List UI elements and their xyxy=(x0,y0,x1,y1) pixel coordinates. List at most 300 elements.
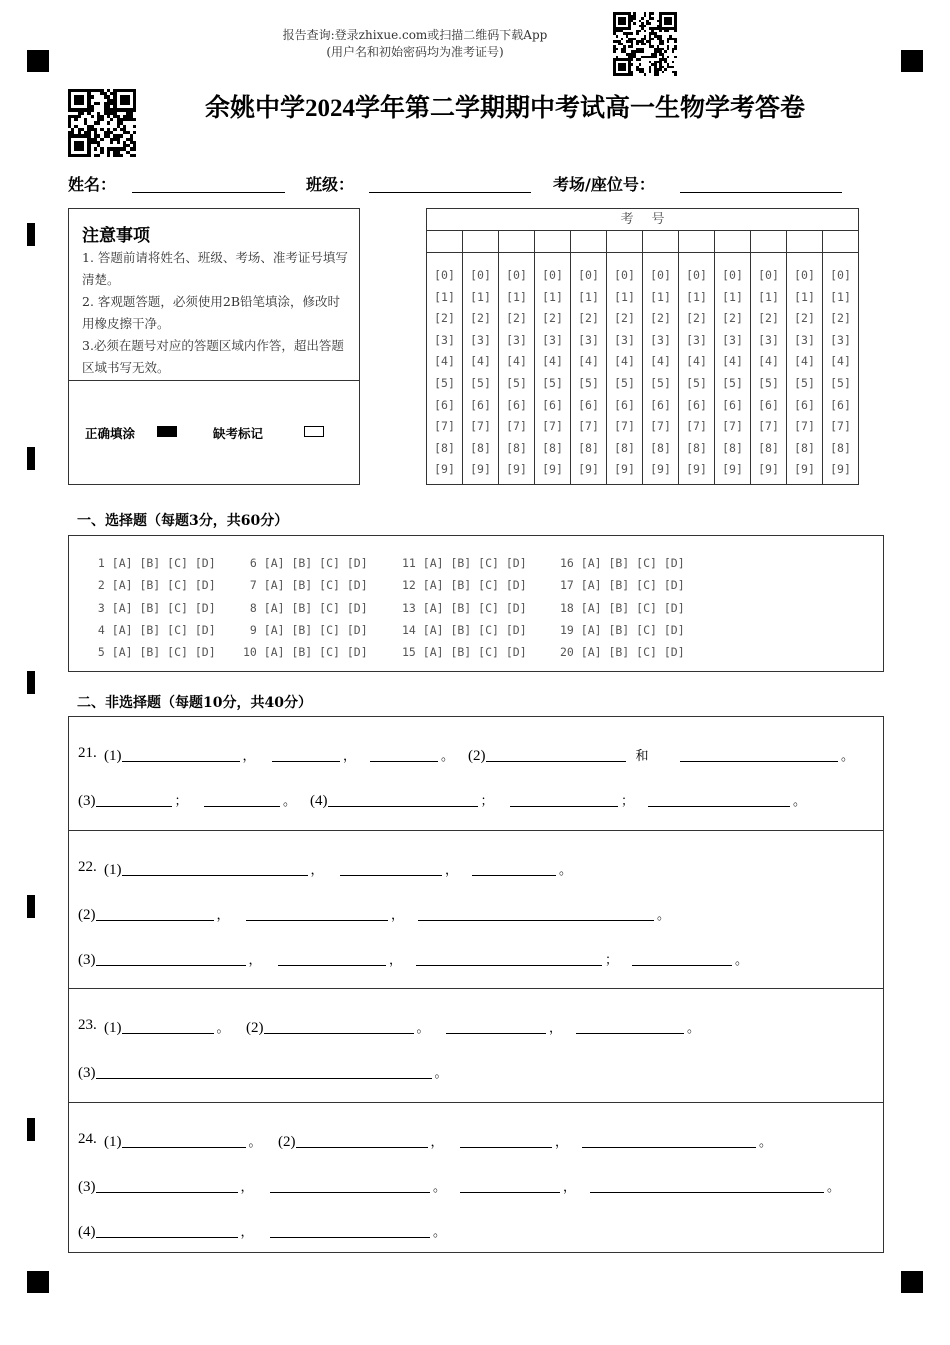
digit-bubble[interactable]: [1] xyxy=(686,289,707,304)
digit-bubble[interactable]: [9] xyxy=(578,462,599,477)
question-number: 24. xyxy=(78,1131,97,1147)
digit-bubble[interactable]: [3] xyxy=(542,332,563,347)
digit-bubble[interactable]: [5] xyxy=(542,375,563,390)
digit-bubble[interactable]: [1] xyxy=(434,289,455,304)
digit-bubble[interactable]: [8] xyxy=(722,440,743,455)
digit-bubble[interactable]: [8] xyxy=(434,440,455,455)
answer-blank[interactable] xyxy=(576,1019,684,1034)
digit-bubble[interactable]: [1] xyxy=(506,289,527,304)
answer-blank[interactable] xyxy=(204,792,280,807)
digit-bubble[interactable]: [2] xyxy=(542,311,563,326)
digit-bubble[interactable]: [9] xyxy=(722,462,743,477)
answer-blank[interactable] xyxy=(270,1223,430,1238)
digit-bubble[interactable]: [6] xyxy=(506,397,527,412)
answer-segment xyxy=(510,790,634,810)
digit-bubble[interactable]: [3] xyxy=(470,332,491,347)
punctuation: ； xyxy=(621,793,635,808)
sub-question-label: (1) xyxy=(104,1020,122,1036)
exam-number-write-cell[interactable] xyxy=(787,231,822,253)
digit-bubble[interactable]: [4] xyxy=(830,354,851,369)
exam-number-write-cell[interactable] xyxy=(463,231,498,253)
exam-number-write-cell[interactable] xyxy=(751,231,786,253)
answer-blank[interactable] xyxy=(122,747,240,762)
digit-bubble[interactable]: [6] xyxy=(614,397,635,412)
answer-blank[interactable] xyxy=(590,1178,824,1193)
digit-bubble[interactable]: [4] xyxy=(722,354,743,369)
side-marker xyxy=(27,447,35,470)
exam-number-write-cell[interactable] xyxy=(571,231,606,253)
answer-segment xyxy=(340,859,458,879)
digit-bubble[interactable]: [2] xyxy=(614,311,635,326)
answer-blank[interactable] xyxy=(96,1064,432,1079)
digit-bubble[interactable]: [4] xyxy=(794,354,815,369)
answer-segment xyxy=(104,745,256,765)
digit-bubble[interactable]: [4] xyxy=(434,354,455,369)
corner-marker-top-right xyxy=(901,50,923,72)
answer-segment xyxy=(310,790,494,810)
exam-number-bubbles xyxy=(787,265,822,481)
digit-bubble[interactable]: [3] xyxy=(794,332,815,347)
name-field[interactable] xyxy=(132,192,285,193)
digit-bubble[interactable]: [7] xyxy=(686,419,707,434)
exam-number-column xyxy=(751,231,787,484)
choice-question-row[interactable]: 15 [A] [B] [C] [D] xyxy=(402,645,527,660)
answer-blank[interactable] xyxy=(370,747,438,762)
exam-number-write-cell[interactable] xyxy=(715,231,750,253)
digit-bubble[interactable]: [4] xyxy=(578,354,599,369)
digit-bubble[interactable]: [7] xyxy=(578,419,599,434)
answer-blank[interactable] xyxy=(446,1019,546,1034)
sub-question-label: (2) xyxy=(78,907,96,923)
answer-segment xyxy=(78,904,230,924)
answer-segment xyxy=(446,1017,562,1037)
corner-marker-bottom-left xyxy=(27,1271,49,1293)
digit-bubble[interactable]: [7] xyxy=(470,419,491,434)
digit-bubble[interactable]: [7] xyxy=(506,419,527,434)
punctuation: ， xyxy=(555,1134,569,1149)
digit-bubble[interactable]: [1] xyxy=(650,289,671,304)
digit-bubble[interactable]: [1] xyxy=(614,289,635,304)
digit-bubble[interactable]: [2] xyxy=(434,311,455,326)
answer-blank[interactable] xyxy=(460,1133,552,1148)
written-answer-area xyxy=(68,716,884,1253)
answer-blank[interactable] xyxy=(510,792,618,807)
choice-question-row[interactable]: 7 [A] [B] [C] [D] xyxy=(243,578,368,593)
punctuation: ， xyxy=(242,748,256,763)
answer-blank[interactable] xyxy=(122,861,308,876)
punctuation: ； xyxy=(605,952,619,967)
digit-bubble[interactable]: [8] xyxy=(614,440,635,455)
page-title: 余姚中学2024学年第二学期期中考试高一生物学考答卷 xyxy=(205,95,806,122)
exam-number-write-cell[interactable] xyxy=(499,231,534,253)
multiple-choice-area xyxy=(68,535,884,672)
choice-question-row[interactable]: 12 [A] [B] [C] [D] xyxy=(402,578,527,593)
digit-bubble[interactable]: [0] xyxy=(650,268,671,282)
digit-bubble[interactable]: [6] xyxy=(650,397,671,412)
exam-number-column xyxy=(499,231,535,484)
punctuation: 。 xyxy=(416,1020,430,1035)
punctuation: 。 xyxy=(283,793,297,808)
digit-bubble[interactable]: [0] xyxy=(578,268,599,282)
digit-bubble[interactable]: [6] xyxy=(686,397,707,412)
choice-question-row[interactable]: 10 [A] [B] [C] [D] xyxy=(243,645,368,660)
digit-bubble[interactable]: [9] xyxy=(614,462,635,477)
notes-item: 1. 答题前请将姓名、班级、考场、准考证号填写清楚。 xyxy=(82,250,348,287)
answer-blank[interactable] xyxy=(632,951,732,966)
answer-blank[interactable] xyxy=(648,792,790,807)
digit-bubble[interactable]: [4] xyxy=(758,354,779,369)
digit-bubble[interactable]: [2] xyxy=(758,311,779,326)
answer-segment xyxy=(648,790,806,810)
answer-segment xyxy=(104,859,324,879)
exam-number-bubbles xyxy=(751,265,786,481)
punctuation: ； xyxy=(480,793,494,808)
answer-blank[interactable] xyxy=(96,1223,238,1238)
digit-bubble[interactable]: [6] xyxy=(470,397,491,412)
digit-bubble[interactable]: [7] xyxy=(614,419,635,434)
question-number: 23. xyxy=(78,1017,97,1033)
answer-segment xyxy=(632,949,748,969)
digit-bubble[interactable]: [1] xyxy=(578,289,599,304)
digit-bubble[interactable]: [2] xyxy=(686,311,707,326)
choice-column xyxy=(91,552,216,663)
exam-number-write-cell[interactable] xyxy=(643,231,678,253)
class-field[interactable] xyxy=(369,192,531,193)
sub-question-label: (4) xyxy=(78,1224,96,1240)
digit-bubble[interactable]: [0] xyxy=(614,268,635,282)
exam-number-write-cell[interactable] xyxy=(427,231,462,253)
answer-segment xyxy=(582,1131,772,1151)
answer-blank[interactable] xyxy=(416,951,602,966)
answer-segment xyxy=(104,1017,230,1037)
digit-bubble[interactable]: [0] xyxy=(434,268,455,282)
notes-divider xyxy=(69,380,359,381)
choice-question-row[interactable]: 14 [A] [B] [C] [D] xyxy=(402,622,527,637)
digit-bubble[interactable]: [8] xyxy=(794,440,815,455)
digit-bubble[interactable]: [8] xyxy=(578,440,599,455)
digit-bubble[interactable]: [7] xyxy=(722,419,743,434)
answer-blank[interactable] xyxy=(460,1178,560,1193)
digit-bubble[interactable]: [6] xyxy=(434,397,455,412)
sub-question-label: (3) xyxy=(78,952,96,968)
exam-number-bubbles xyxy=(607,265,642,481)
exam-number-header: 考号 xyxy=(427,209,858,231)
punctuation: ， xyxy=(240,1224,254,1239)
exam-number-write-cell[interactable] xyxy=(607,231,642,253)
digit-bubble[interactable]: [8] xyxy=(686,440,707,455)
digit-bubble[interactable]: [3] xyxy=(686,332,707,347)
punctuation: 和 xyxy=(635,748,649,763)
digit-bubble[interactable]: [8] xyxy=(470,440,491,455)
notes-list xyxy=(82,247,350,379)
answer-blank[interactable] xyxy=(96,951,246,966)
digit-bubble[interactable]: [9] xyxy=(542,462,563,477)
exam-number-write-cell[interactable] xyxy=(679,231,714,253)
answer-segment xyxy=(460,1176,576,1196)
digit-bubble[interactable]: [4] xyxy=(506,354,527,369)
digit-bubble[interactable]: [9] xyxy=(650,462,671,477)
digit-bubble[interactable]: [0] xyxy=(758,268,779,282)
qr-code-download-app xyxy=(613,12,677,76)
answer-blank[interactable] xyxy=(582,1133,756,1148)
absent-mark-checkbox[interactable] xyxy=(304,426,324,437)
notes-item: 3.必须在题号对应的答题区域内作答，超出答题区域书写无效。 xyxy=(82,338,344,375)
digit-bubble[interactable]: [3] xyxy=(650,332,671,347)
digit-bubble[interactable]: [0] xyxy=(542,268,563,282)
sub-question-label: (2) xyxy=(246,1020,264,1036)
answer-segment xyxy=(246,1017,430,1037)
digit-bubble[interactable]: [1] xyxy=(470,289,491,304)
exam-number-column xyxy=(463,231,499,484)
name-label: 姓名： xyxy=(68,175,117,194)
punctuation: ， xyxy=(430,1134,444,1149)
choice-question-row[interactable]: 17 [A] [B] [C] [D] xyxy=(560,578,685,593)
digit-bubble[interactable]: [2] xyxy=(578,311,599,326)
answer-blank[interactable] xyxy=(272,747,340,762)
digit-bubble[interactable]: [7] xyxy=(434,419,455,434)
digit-bubble[interactable]: [5] xyxy=(578,375,599,390)
digit-bubble[interactable]: [3] xyxy=(830,332,851,347)
answer-blank[interactable] xyxy=(122,1019,214,1034)
digit-bubble[interactable]: [5] xyxy=(830,375,851,390)
side-marker xyxy=(27,1118,35,1141)
filled-mark-swatch xyxy=(157,426,177,437)
punctuation: ， xyxy=(240,1179,254,1194)
seat-field[interactable] xyxy=(680,192,842,193)
digit-bubble[interactable]: [4] xyxy=(686,354,707,369)
section-2-title: 二、非选择题（每题10分，共40分） xyxy=(77,695,312,711)
answer-segment xyxy=(370,745,454,765)
answer-blank[interactable] xyxy=(96,1178,238,1193)
answer-segment xyxy=(468,745,659,765)
digit-bubble[interactable]: [7] xyxy=(794,419,815,434)
exam-number-bubbles xyxy=(823,265,858,481)
notes-item: 2. 客观题答题，必须使用2B铅笔填涂，修改时用橡皮擦干净。 xyxy=(82,294,341,331)
answer-blank[interactable] xyxy=(96,906,214,921)
choice-question-row[interactable]: 20 [A] [B] [C] [D] xyxy=(560,645,685,660)
digit-bubble[interactable]: [3] xyxy=(506,332,527,347)
answer-blank[interactable] xyxy=(472,861,556,876)
digit-bubble[interactable]: [9] xyxy=(758,462,779,477)
punctuation: 。 xyxy=(735,952,749,967)
answer-blank[interactable] xyxy=(418,906,654,921)
question-block-24 xyxy=(69,1103,883,1253)
answer-blank[interactable] xyxy=(96,792,172,807)
exam-number-column xyxy=(823,231,858,484)
exam-number-bubbles xyxy=(571,265,606,481)
exam-number-write-cell[interactable] xyxy=(823,231,858,253)
sub-question-label: (1) xyxy=(104,1134,122,1150)
punctuation: ； xyxy=(174,793,188,808)
exam-number-columns xyxy=(427,231,858,484)
answer-segment xyxy=(204,790,296,810)
exam-number-column xyxy=(643,231,679,484)
digit-bubble[interactable]: [1] xyxy=(542,289,563,304)
digit-bubble[interactable]: [2] xyxy=(794,311,815,326)
exam-number-bubbles xyxy=(679,265,714,481)
digit-bubble[interactable]: [9] xyxy=(830,462,851,477)
digit-bubble[interactable]: [3] xyxy=(758,332,779,347)
exam-number-grid xyxy=(426,208,859,485)
notes-title: 注意事项 xyxy=(82,226,150,246)
digit-bubble[interactable]: [0] xyxy=(830,268,851,282)
digit-bubble[interactable]: [6] xyxy=(758,397,779,412)
exam-number-column xyxy=(679,231,715,484)
digit-bubble[interactable]: [8] xyxy=(830,440,851,455)
sub-question-label: (1) xyxy=(104,862,122,878)
punctuation: ， xyxy=(445,862,459,877)
choice-column xyxy=(402,552,527,663)
digit-bubble[interactable]: [0] xyxy=(470,268,491,282)
digit-bubble[interactable]: [2] xyxy=(506,311,527,326)
digit-bubble[interactable]: [0] xyxy=(722,268,743,282)
report-query-line-2: (用户名和初始密码均为准考证号) xyxy=(326,45,504,59)
digit-bubble[interactable]: [7] xyxy=(758,419,779,434)
answer-blank[interactable] xyxy=(122,1133,246,1148)
answer-segment xyxy=(270,1221,446,1241)
answer-blank[interactable] xyxy=(278,951,386,966)
answer-blank[interactable] xyxy=(246,906,388,921)
digit-bubble[interactable]: [9] xyxy=(794,462,815,477)
punctuation: ， xyxy=(343,748,357,763)
punctuation: ， xyxy=(563,1179,577,1194)
answer-blank[interactable] xyxy=(486,747,626,762)
digit-bubble[interactable]: [8] xyxy=(506,440,527,455)
digit-bubble[interactable]: [5] xyxy=(650,375,671,390)
digit-bubble[interactable]: [7] xyxy=(830,419,851,434)
punctuation: 。 xyxy=(216,1020,230,1035)
digit-bubble[interactable]: [0] xyxy=(506,268,527,282)
sub-question-label: (2) xyxy=(278,1134,296,1150)
digit-bubble[interactable]: [7] xyxy=(542,419,563,434)
choice-column xyxy=(243,552,368,663)
digit-bubble[interactable]: [1] xyxy=(722,289,743,304)
answer-blank[interactable] xyxy=(680,747,838,762)
exam-number-bubbles xyxy=(535,265,570,481)
qr-code-sheet-id xyxy=(68,89,136,157)
digit-bubble[interactable]: [3] xyxy=(434,332,455,347)
digit-bubble[interactable]: [7] xyxy=(650,419,671,434)
section-1-title: 一、选择题（每题3分，共60分） xyxy=(77,513,289,529)
corner-marker-bottom-right xyxy=(901,1271,923,1293)
digit-bubble[interactable]: [5] xyxy=(506,375,527,390)
answer-segment xyxy=(272,745,356,765)
digit-bubble[interactable]: [5] xyxy=(434,375,455,390)
punctuation: ， xyxy=(216,907,230,922)
punctuation: 。 xyxy=(827,1179,841,1194)
legend-absent-label: 缺考标记 xyxy=(213,426,264,441)
answer-blank[interactable] xyxy=(296,1133,428,1148)
digit-bubble[interactable]: [9] xyxy=(434,462,455,477)
exam-number-write-cell[interactable] xyxy=(535,231,570,253)
punctuation: 。 xyxy=(441,748,455,763)
choice-question-row[interactable]: 3 [A] [B] [C] [D] xyxy=(91,600,216,615)
choice-question-row[interactable]: 13 [A] [B] [C] [D] xyxy=(402,600,527,615)
digit-bubble[interactable]: [4] xyxy=(614,354,635,369)
choice-question-row[interactable]: 5 [A] [B] [C] [D] xyxy=(91,645,216,660)
digit-bubble[interactable]: [5] xyxy=(470,375,491,390)
choice-question-row[interactable]: 1 [A] [B] [C] [D] xyxy=(91,556,216,570)
digit-bubble[interactable]: [2] xyxy=(830,311,851,326)
punctuation: ， xyxy=(549,1020,563,1035)
digit-bubble[interactable]: [8] xyxy=(650,440,671,455)
digit-bubble[interactable]: [8] xyxy=(758,440,779,455)
punctuation: 。 xyxy=(841,748,855,763)
digit-bubble[interactable]: [1] xyxy=(794,289,815,304)
digit-bubble[interactable]: [2] xyxy=(650,311,671,326)
notes-panel xyxy=(68,208,360,485)
choice-question-row[interactable]: 11 [A] [B] [C] [D] xyxy=(402,556,527,570)
digit-bubble[interactable]: [2] xyxy=(470,311,491,326)
digit-bubble[interactable]: [3] xyxy=(722,332,743,347)
punctuation: ， xyxy=(389,952,403,967)
digit-bubble[interactable]: [5] xyxy=(758,375,779,390)
choice-question-row[interactable]: 19 [A] [B] [C] [D] xyxy=(560,622,685,637)
answer-segment xyxy=(278,949,402,969)
digit-bubble[interactable]: [3] xyxy=(578,332,599,347)
answer-blank[interactable] xyxy=(328,792,478,807)
sub-question-label: (2) xyxy=(468,748,486,764)
punctuation: 。 xyxy=(433,1179,447,1194)
digit-bubble[interactable]: [9] xyxy=(470,462,491,477)
digit-bubble[interactable]: [5] xyxy=(614,375,635,390)
answer-blank[interactable] xyxy=(270,1178,430,1193)
choice-question-row[interactable]: 6 [A] [B] [C] [D] xyxy=(243,556,368,570)
choice-question-row[interactable]: 18 [A] [B] [C] [D] xyxy=(560,600,685,615)
digit-bubble[interactable]: [5] xyxy=(686,375,707,390)
answer-blank[interactable] xyxy=(340,861,442,876)
choice-question-row[interactable]: 9 [A] [B] [C] [D] xyxy=(243,622,368,637)
punctuation: ， xyxy=(310,862,324,877)
digit-bubble[interactable]: [1] xyxy=(830,289,851,304)
digit-bubble[interactable]: [5] xyxy=(722,375,743,390)
digit-bubble[interactable]: [6] xyxy=(542,397,563,412)
digit-bubble[interactable]: [8] xyxy=(542,440,563,455)
class-label: 班级： xyxy=(306,175,355,194)
digit-bubble[interactable]: [6] xyxy=(578,397,599,412)
answer-segment xyxy=(104,1131,262,1151)
choice-question-row[interactable]: 4 [A] [B] [C] [D] xyxy=(91,622,216,637)
digit-bubble[interactable]: [2] xyxy=(722,311,743,326)
digit-bubble[interactable]: [1] xyxy=(758,289,779,304)
digit-bubble[interactable]: [9] xyxy=(506,462,527,477)
answer-segment xyxy=(418,904,670,924)
digit-bubble[interactable]: [0] xyxy=(794,268,815,282)
choice-question-row[interactable]: 16 [A] [B] [C] [D] xyxy=(560,556,685,570)
sub-question-label: (4) xyxy=(310,793,328,809)
choice-question-row[interactable]: 2 [A] [B] [C] [D] xyxy=(91,578,216,593)
digit-bubble[interactable]: [5] xyxy=(794,375,815,390)
exam-number-column xyxy=(607,231,643,484)
digit-bubble[interactable]: [9] xyxy=(686,462,707,477)
punctuation: 。 xyxy=(687,1020,701,1035)
side-marker xyxy=(27,895,35,918)
digit-bubble[interactable]: [4] xyxy=(470,354,491,369)
digit-bubble[interactable]: [4] xyxy=(542,354,563,369)
answer-segment xyxy=(78,790,188,810)
choice-question-row[interactable]: 8 [A] [B] [C] [D] xyxy=(243,600,368,615)
sub-question-label: (3) xyxy=(78,1065,96,1081)
digit-bubble[interactable]: [3] xyxy=(614,332,635,347)
digit-bubble[interactable]: [6] xyxy=(722,397,743,412)
exam-number-bubbles xyxy=(715,265,750,481)
digit-bubble[interactable]: [6] xyxy=(830,397,851,412)
answer-segment xyxy=(246,904,404,924)
digit-bubble[interactable]: [6] xyxy=(794,397,815,412)
digit-bubble[interactable]: [4] xyxy=(650,354,671,369)
digit-bubble[interactable]: [0] xyxy=(686,268,707,282)
answer-blank[interactable] xyxy=(264,1019,414,1034)
